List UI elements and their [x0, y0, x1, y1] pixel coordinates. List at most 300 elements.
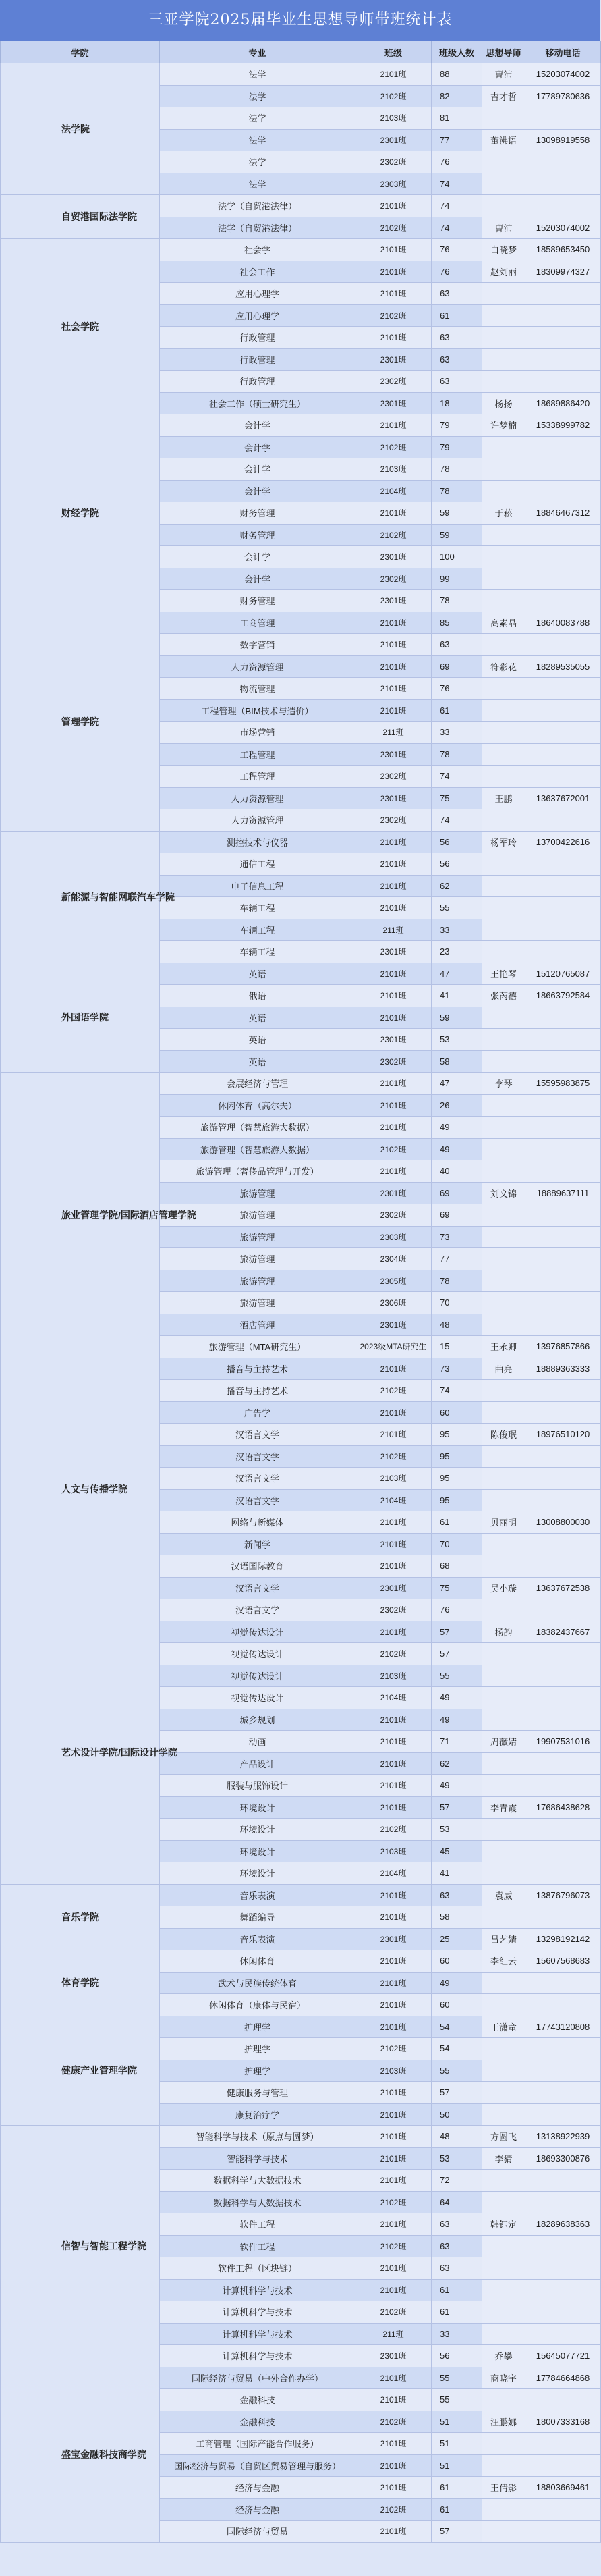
major-cell: 法学（自贸港法律）: [160, 195, 355, 217]
major-cell: 行政管理: [160, 371, 355, 393]
count-cell: 60: [432, 1950, 482, 1973]
advisor-cell: [482, 853, 525, 876]
major-cell: 工程管理（BIM技术与造价）: [160, 699, 355, 722]
class-cell: 2101班: [355, 2477, 432, 2499]
advisor-cell: [482, 919, 525, 941]
advisor-cell: [482, 480, 525, 502]
phone-cell: [525, 568, 601, 590]
major-cell: 市场营销: [160, 722, 355, 744]
class-cell: 2101班: [355, 1094, 432, 1117]
count-cell: 26: [432, 1094, 482, 1117]
major-cell: 护理学: [160, 2060, 355, 2082]
advisor-cell: [482, 1401, 525, 1424]
phone-cell: [525, 327, 601, 349]
class-cell: 2101班: [355, 1401, 432, 1424]
count-cell: 47: [432, 1073, 482, 1095]
phone-cell: [525, 2498, 601, 2521]
count-cell: 57: [432, 2521, 482, 2543]
class-cell: 211班: [355, 722, 432, 744]
count-cell: 75: [432, 787, 482, 809]
count-cell: 45: [432, 1840, 482, 1862]
major-cell: 旅游管理: [160, 1204, 355, 1227]
class-cell: 2305班: [355, 1270, 432, 1292]
count-cell: 49: [432, 1117, 482, 1139]
class-cell: 2301班: [355, 590, 432, 612]
count-cell: 76: [432, 1599, 482, 1621]
advisor-cell: 李琴: [482, 1073, 525, 1095]
class-cell: 2102班: [355, 2301, 432, 2324]
phone-cell: [525, 1533, 601, 1555]
major-cell: 人力资源管理: [160, 787, 355, 809]
major-cell: 行政管理: [160, 348, 355, 371]
class-cell: 2101班: [355, 1775, 432, 1797]
class-cell: 2302班: [355, 1599, 432, 1621]
count-cell: 61: [432, 1511, 482, 1534]
class-cell: 2102班: [355, 1445, 432, 1468]
advisor-cell: 贝丽明: [482, 1511, 525, 1534]
advisor-cell: [482, 743, 525, 766]
phone-cell: [525, 1840, 601, 1862]
phone-cell: [525, 1138, 601, 1160]
count-cell: 48: [432, 2126, 482, 2148]
advisor-cell: [482, 1643, 525, 1665]
advisor-cell: [482, 1665, 525, 1687]
advisor-cell: 王鹏: [482, 787, 525, 809]
advisor-cell: [482, 568, 525, 590]
count-cell: 95: [432, 1445, 482, 1468]
phone-cell: [525, 678, 601, 700]
advisor-cell: 吕艺婧: [482, 1928, 525, 1950]
class-cell: 2101班: [355, 985, 432, 1007]
advisor-cell: [482, 722, 525, 744]
count-cell: 61: [432, 2279, 482, 2301]
phone-cell: [525, 699, 601, 722]
advisor-cell: 于菘: [482, 502, 525, 525]
phone-cell: [525, 1665, 601, 1687]
class-cell: 2301班: [355, 1182, 432, 1204]
class-cell: 2302班: [355, 151, 432, 173]
class-cell: 2101班: [355, 2103, 432, 2126]
phone-cell: [525, 151, 601, 173]
phone-cell: 13098919558: [525, 129, 601, 151]
major-cell: 旅游管理: [160, 1226, 355, 1248]
count-cell: 85: [432, 612, 482, 634]
major-cell: 城乡规划: [160, 1709, 355, 1731]
phone-cell: 18589653450: [525, 239, 601, 261]
count-cell: 56: [432, 831, 482, 853]
class-cell: 2101班: [355, 1621, 432, 1643]
advisor-cell: 符彩花: [482, 655, 525, 678]
advisor-cell: [482, 897, 525, 919]
count-cell: 60: [432, 1401, 482, 1424]
count-cell: 48: [432, 1314, 482, 1336]
class-cell: 2301班: [355, 2345, 432, 2367]
count-cell: 57: [432, 2082, 482, 2104]
major-cell: 社会工作（硕士研究生）: [160, 392, 355, 414]
college-cell: 新能源与智能网联汽车学院: [1, 831, 160, 963]
phone-cell: 13008800030: [525, 1511, 601, 1534]
major-cell: 经济与金融: [160, 2498, 355, 2521]
class-cell: 2101班: [355, 831, 432, 853]
class-cell: 2101班: [355, 1533, 432, 1555]
advisor-cell: [482, 1314, 525, 1336]
class-cell: 2104班: [355, 480, 432, 502]
phone-cell: 15203074002: [525, 217, 601, 239]
count-cell: 49: [432, 1775, 482, 1797]
count-cell: 25: [432, 1928, 482, 1950]
class-cell: 2301班: [355, 787, 432, 809]
college-cell: 信智与智能工程学院: [1, 2126, 160, 2367]
advisor-cell: [482, 1468, 525, 1490]
count-cell: 61: [432, 2301, 482, 2324]
count-cell: 63: [432, 327, 482, 349]
count-cell: 49: [432, 1687, 482, 1709]
advisor-cell: [482, 1555, 525, 1578]
major-cell: 会计学: [160, 480, 355, 502]
count-cell: 74: [432, 195, 482, 217]
count-cell: 76: [432, 261, 482, 283]
phone-cell: [525, 2301, 601, 2324]
advisor-cell: 李青霞: [482, 1796, 525, 1819]
major-cell: 英语: [160, 1029, 355, 1051]
phone-cell: 15120765087: [525, 963, 601, 985]
phone-cell: [525, 1643, 601, 1665]
advisor-cell: [482, 941, 525, 963]
count-cell: 61: [432, 2498, 482, 2521]
count-cell: 15: [432, 1336, 482, 1358]
phone-cell: [525, 2191, 601, 2213]
major-cell: 武术与民族传统体育: [160, 1972, 355, 1994]
major-cell: 会计学: [160, 546, 355, 568]
count-cell: 63: [432, 2213, 482, 2236]
count-cell: 54: [432, 2038, 482, 2060]
class-cell: 2023级MTA研究生: [355, 1336, 432, 1358]
major-cell: 视觉传达设计: [160, 1687, 355, 1709]
advisor-cell: [482, 2521, 525, 2543]
class-cell: 2101班: [355, 414, 432, 437]
phone-cell: [525, 2454, 601, 2477]
class-cell: 211班: [355, 2323, 432, 2345]
advisor-cell: [482, 590, 525, 612]
advisor-cell: [482, 283, 525, 305]
advisor-cell: 曲亮: [482, 1358, 525, 1380]
class-cell: 2101班: [355, 2521, 432, 2543]
advisor-cell: 吴小璇: [482, 1577, 525, 1599]
advisor-cell: 乔攀: [482, 2345, 525, 2367]
advisor-cell: [482, 2454, 525, 2477]
major-cell: 软件工程: [160, 2213, 355, 2236]
class-cell: 2101班: [355, 2279, 432, 2301]
count-cell: 50: [432, 2103, 482, 2126]
phone-cell: 18663792584: [525, 985, 601, 1007]
major-cell: 环境设计: [160, 1796, 355, 1819]
advisor-cell: 王永卿: [482, 1336, 525, 1358]
advisor-cell: [482, 1007, 525, 1029]
class-cell: 2101班: [355, 1752, 432, 1775]
phone-cell: [525, 1752, 601, 1775]
class-cell: 2102班: [355, 436, 432, 458]
count-cell: 59: [432, 502, 482, 525]
advisor-cell: [482, 1204, 525, 1227]
class-cell: 2101班: [355, 1424, 432, 1446]
phone-cell: [525, 1972, 601, 1994]
phone-cell: [525, 853, 601, 876]
major-cell: 环境设计: [160, 1819, 355, 1841]
count-cell: 51: [432, 2433, 482, 2455]
count-cell: 95: [432, 1489, 482, 1511]
advisor-cell: 李红云: [482, 1950, 525, 1973]
count-cell: 59: [432, 1007, 482, 1029]
advisor-cell: [482, 1752, 525, 1775]
major-cell: 人力资源管理: [160, 809, 355, 832]
advisor-cell: [482, 2235, 525, 2257]
count-cell: 74: [432, 217, 482, 239]
phone-cell: [525, 2323, 601, 2345]
phone-cell: 18846467312: [525, 502, 601, 525]
class-cell: 2101班: [355, 502, 432, 525]
major-cell: 会计学: [160, 436, 355, 458]
advisor-cell: [482, 634, 525, 656]
count-cell: 63: [432, 634, 482, 656]
class-cell: 2301班: [355, 129, 432, 151]
advisor-cell: [482, 1599, 525, 1621]
class-cell: 2102班: [355, 2411, 432, 2433]
major-cell: 播音与主持艺术: [160, 1358, 355, 1380]
phone-cell: [525, 1775, 601, 1797]
class-cell: 2102班: [355, 1380, 432, 1402]
major-cell: 财务管理: [160, 502, 355, 525]
phone-cell: [525, 546, 601, 568]
class-cell: 2301班: [355, 348, 432, 371]
major-cell: 康复治疗学: [160, 2103, 355, 2126]
advisor-cell: [482, 678, 525, 700]
class-cell: 2101班: [355, 963, 432, 985]
phone-cell: 18803669461: [525, 2477, 601, 2499]
major-cell: 物流管理: [160, 678, 355, 700]
class-cell: 2302班: [355, 766, 432, 788]
major-cell: 行政管理: [160, 327, 355, 349]
class-cell: 2102班: [355, 2191, 432, 2213]
class-cell: 2301班: [355, 1029, 432, 1051]
class-cell: 2101班: [355, 195, 432, 217]
phone-cell: [525, 173, 601, 195]
advisor-cell: 刘文锦: [482, 1182, 525, 1204]
count-cell: 56: [432, 2345, 482, 2367]
count-cell: 49: [432, 1972, 482, 1994]
advisor-cell: [482, 1840, 525, 1862]
college-cell: 旅业管理学院/国际酒店管理学院: [1, 1073, 160, 1358]
major-cell: 会展经济与管理: [160, 1073, 355, 1095]
class-cell: 2101班: [355, 1160, 432, 1183]
phone-cell: [525, 458, 601, 481]
class-cell: 2101班: [355, 612, 432, 634]
advisor-cell: [482, 436, 525, 458]
major-cell: 法学: [160, 129, 355, 151]
phone-cell: [525, 107, 601, 130]
phone-cell: [525, 2389, 601, 2411]
advisor-cell: [482, 1292, 525, 1314]
class-cell: 2102班: [355, 2498, 432, 2521]
phone-cell: [525, 524, 601, 546]
advisor-cell: 商晓宇: [482, 2367, 525, 2389]
table-row: [1, 1884, 601, 1906]
phone-cell: [525, 1117, 601, 1139]
phone-cell: [525, 2170, 601, 2192]
class-cell: 2102班: [355, 217, 432, 239]
major-cell: 国际经济与贸易（中外合作办学）: [160, 2367, 355, 2389]
major-cell: 环境设计: [160, 1840, 355, 1862]
table-row: [1, 414, 601, 437]
count-cell: 62: [432, 875, 482, 897]
college-cell: 自贸港国际法学院: [1, 195, 160, 239]
phone-cell: [525, 1709, 601, 1731]
advisor-cell: [482, 2323, 525, 2345]
advisor-cell: [482, 1489, 525, 1511]
count-cell: 74: [432, 766, 482, 788]
class-cell: 2303班: [355, 1226, 432, 1248]
count-cell: 61: [432, 2477, 482, 2499]
class-cell: 2101班: [355, 1555, 432, 1578]
major-cell: 会计学: [160, 458, 355, 481]
class-cell: 2103班: [355, 1468, 432, 1490]
advisor-cell: [482, 371, 525, 393]
advisor-cell: [482, 1862, 525, 1885]
count-cell: 100: [432, 546, 482, 568]
class-cell: 2101班: [355, 699, 432, 722]
major-cell: 旅游管理: [160, 1182, 355, 1204]
phone-cell: [525, 1687, 601, 1709]
class-cell: 2102班: [355, 1138, 432, 1160]
major-cell: 测控技术与仪器: [160, 831, 355, 853]
advisor-cell: [482, 304, 525, 327]
advisor-cell: [482, 1050, 525, 1073]
major-cell: 工商管理: [160, 612, 355, 634]
phone-cell: [525, 2257, 601, 2280]
major-cell: 财务管理: [160, 590, 355, 612]
major-cell: 法学: [160, 63, 355, 86]
major-cell: 视觉传达设计: [160, 1665, 355, 1687]
major-cell: 社会工作: [160, 261, 355, 283]
phone-cell: 13976857866: [525, 1336, 601, 1358]
count-cell: 18: [432, 392, 482, 414]
class-cell: 2101班: [355, 678, 432, 700]
phone-cell: [525, 1906, 601, 1929]
count-cell: 76: [432, 678, 482, 700]
advisor-cell: 杨韵: [482, 1621, 525, 1643]
advisor-cell: 王潇童: [482, 2016, 525, 2038]
phone-cell: [525, 875, 601, 897]
major-cell: 工商管理（国际产能合作服务）: [160, 2433, 355, 2455]
count-cell: 61: [432, 304, 482, 327]
major-cell: 车辆工程: [160, 919, 355, 941]
header-phone: 移动电话: [525, 41, 601, 63]
class-cell: 2101班: [355, 2433, 432, 2455]
phone-cell: [525, 304, 601, 327]
phone-cell: 18693300876: [525, 2147, 601, 2170]
advisor-cell: [482, 1094, 525, 1117]
advisor-cell: [482, 1029, 525, 1051]
advisor-cell: [482, 766, 525, 788]
class-cell: 2101班: [355, 1950, 432, 1973]
count-cell: 57: [432, 1621, 482, 1643]
count-cell: 71: [432, 1731, 482, 1753]
major-cell: 车辆工程: [160, 897, 355, 919]
class-cell: 2102班: [355, 2235, 432, 2257]
phone-cell: 18889363333: [525, 1358, 601, 1380]
phone-cell: [525, 2521, 601, 2543]
major-cell: 护理学: [160, 2038, 355, 2060]
class-cell: 2102班: [355, 85, 432, 107]
advisor-cell: 白晓梦: [482, 239, 525, 261]
class-cell: 2102班: [355, 2038, 432, 2060]
class-cell: 2101班: [355, 283, 432, 305]
major-cell: 应用心理学: [160, 283, 355, 305]
table-row: [1, 612, 601, 634]
count-cell: 78: [432, 480, 482, 502]
advisor-cell: [482, 2060, 525, 2082]
phone-cell: 15607568683: [525, 1950, 601, 1973]
major-cell: 法学: [160, 173, 355, 195]
advisor-cell: 曹沛: [482, 63, 525, 86]
count-cell: 76: [432, 239, 482, 261]
advisor-cell: [482, 107, 525, 130]
count-cell: 56: [432, 853, 482, 876]
advisor-cell: 曹沛: [482, 217, 525, 239]
major-cell: 法学: [160, 107, 355, 130]
major-cell: 音乐表演: [160, 1884, 355, 1906]
phone-cell: 13138922939: [525, 2126, 601, 2148]
major-cell: 休闲体育（高尔夫）: [160, 1094, 355, 1117]
count-cell: 33: [432, 919, 482, 941]
major-cell: 旅游管理: [160, 1292, 355, 1314]
count-cell: 57: [432, 1643, 482, 1665]
header-class: 班级: [355, 41, 432, 63]
table-row: [1, 2016, 601, 2038]
count-cell: 58: [432, 1906, 482, 1929]
count-cell: 54: [432, 2016, 482, 2038]
major-cell: 软件工程: [160, 2235, 355, 2257]
phone-cell: [525, 2082, 601, 2104]
advisor-cell: [482, 2301, 525, 2324]
count-cell: 40: [432, 1160, 482, 1183]
phone-cell: 18309974327: [525, 261, 601, 283]
major-cell: 经济与金融: [160, 2477, 355, 2499]
major-cell: 旅游管理（智慧旅游大数据）: [160, 1117, 355, 1139]
phone-cell: [525, 743, 601, 766]
major-cell: 计算机科学与技术: [160, 2301, 355, 2324]
major-cell: 产品设计: [160, 1752, 355, 1775]
count-cell: 88: [432, 63, 482, 86]
advisor-table: [0, 41, 601, 2543]
advisor-cell: [482, 1819, 525, 1841]
college-cell: 音乐学院: [1, 1884, 160, 1950]
class-cell: 2301班: [355, 1314, 432, 1336]
class-cell: 2101班: [355, 1117, 432, 1139]
advisor-cell: [482, 1709, 525, 1731]
count-cell: 73: [432, 1358, 482, 1380]
advisor-cell: [482, 1226, 525, 1248]
advisor-cell: [482, 2170, 525, 2192]
class-cell: 2301班: [355, 1577, 432, 1599]
advisor-cell: 汪鹏娜: [482, 2411, 525, 2433]
major-cell: 国际经济与贸易（自贸区贸易管理与服务）: [160, 2454, 355, 2477]
count-cell: 41: [432, 985, 482, 1007]
major-cell: 新闻学: [160, 1533, 355, 1555]
major-cell: 计算机科学与技术: [160, 2279, 355, 2301]
class-cell: 2302班: [355, 568, 432, 590]
class-cell: 2101班: [355, 2126, 432, 2148]
phone-cell: [525, 1599, 601, 1621]
